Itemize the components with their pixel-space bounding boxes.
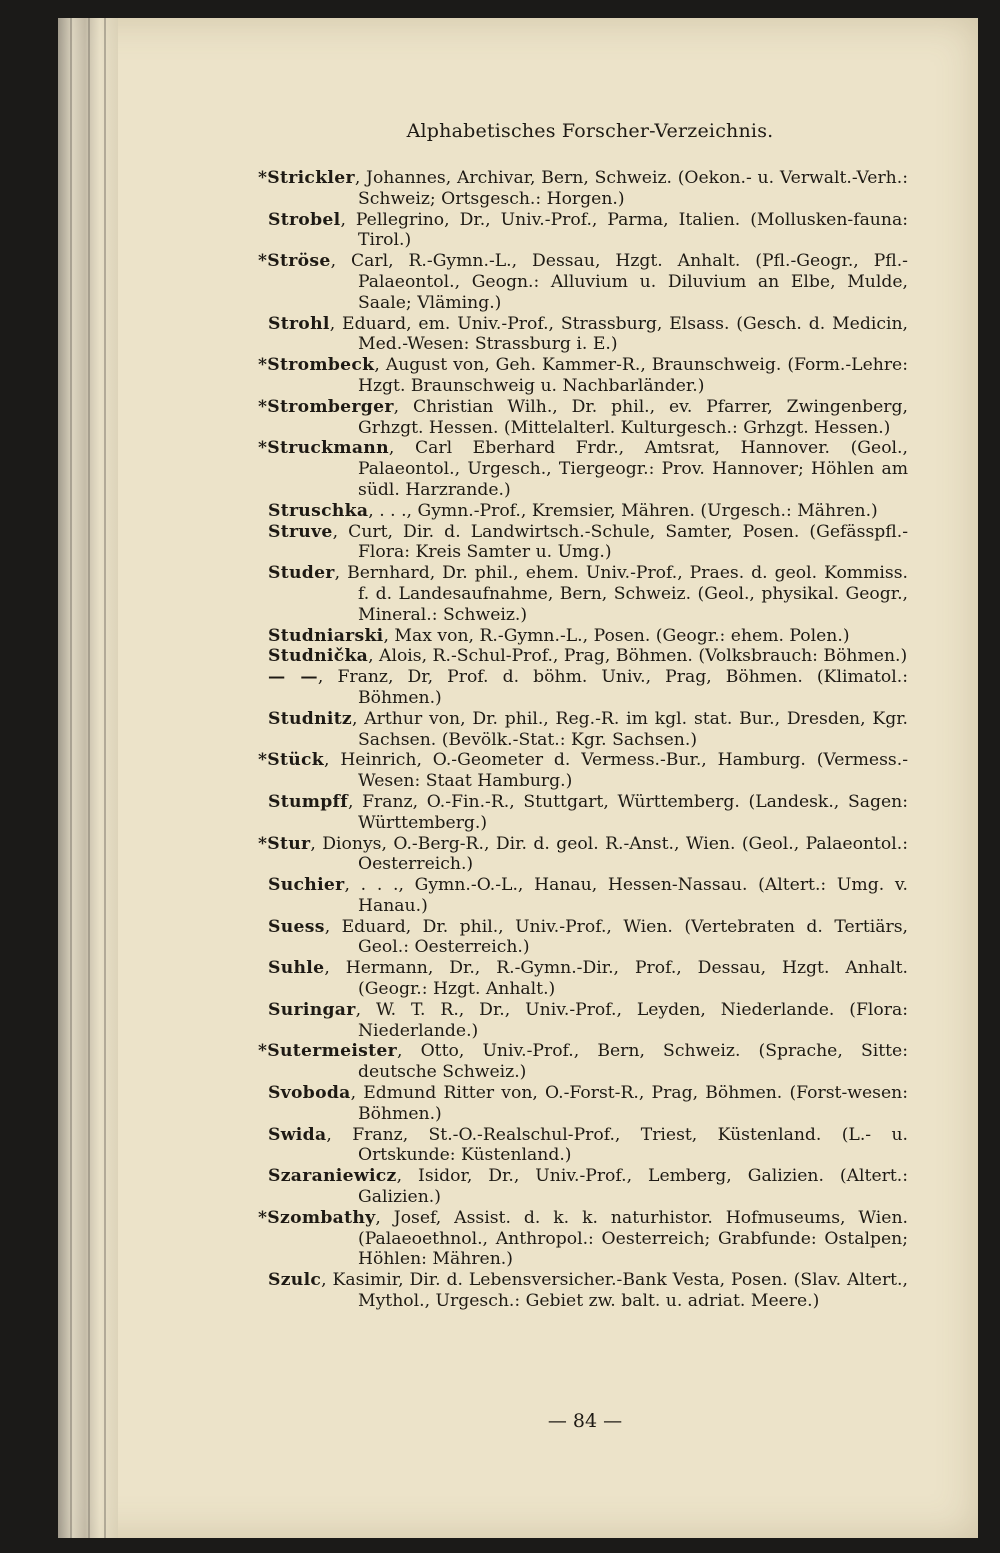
- entry-details: , . . ., Gymn.-Prof., Kremsier, Mähren. (Urgesch.: Mähren.): [368, 500, 878, 521]
- entry-star-marker: *: [258, 355, 268, 376]
- binding-line: [70, 18, 72, 1538]
- entry-surname: Studer: [268, 563, 335, 584]
- entry-surname: Szaraniewicz: [268, 1166, 397, 1187]
- entry-details: , Arthur von, Dr. phil., Reg.-R. im kgl. stat. Bur., Dresden, Kgr. Sachsen. (Bevölk.-Stat.: Kgr. Sachsen.): [352, 708, 908, 750]
- entry-surname: Svoboda: [268, 1083, 351, 1104]
- entry-star-marker: *: [258, 750, 268, 771]
- entry-details: , Otto, Univ.-Prof., Bern, Schweiz. (Sprache, Sitte: deutsche Schweiz.): [358, 1041, 908, 1083]
- entry-surname: Swida: [268, 1124, 327, 1145]
- entry-details: , Johannes, Archivar, Bern, Schweiz. (Oekon.- u. Verwalt.-Verh.: Schweiz; Ortsgesch.: Horgen.): [354, 168, 908, 209]
- directory-entry: [258, 168, 908, 210]
- directory-entry: [268, 667, 908, 709]
- entry-surname: Suringar: [268, 999, 356, 1020]
- directory-entry: [268, 626, 908, 647]
- directory-entry: [268, 210, 908, 252]
- entry-details: , Josef, Assist. d. k. k. naturhistor. Hofmuseums, Wien. (Palaeoethnol., Anthropol.: Oesterreich; Grabfunde: Ostalpen; Höhlen: Mähren.): [358, 1207, 908, 1270]
- entry-details: , Carl, R.-Gymn.-L., Dessau, Hzgt. Anhalt. (Pfl.-Geogr., Pfl.-Palaeontol., Geogn.: Alluvium u. Diluvium an Elbe, Mulde, Saale; Vläming.): [330, 251, 908, 313]
- entry-star-marker: *: [258, 396, 268, 417]
- entry-details: , Eduard, Dr. phil., Univ.-Prof., Wien. (Vertebraten d. Tertiärs, Geol.: Oesterreich.): [324, 916, 908, 958]
- entry-details: , Curt, Dir. d. Landwirtsch.-Schule, Samter, Posen. (Gefässpfl.-Flora: Kreis Samter u. Umg.): [332, 521, 908, 563]
- binding-line: [88, 18, 90, 1538]
- entry-star-marker: *: [258, 251, 268, 272]
- entry-surname: Struschka: [268, 500, 369, 521]
- entry-surname: Strickler: [267, 168, 355, 188]
- entry-star-marker: *: [258, 833, 268, 854]
- entry-surname: Studnička: [268, 646, 369, 667]
- page-header: Alphabetisches Forscher-Verzeichnis.: [406, 120, 774, 142]
- entry-surname: Suess: [268, 916, 325, 937]
- directory-entry: [268, 1000, 908, 1042]
- directory-entry: [268, 1166, 908, 1208]
- page-number: — 84 —: [547, 1410, 623, 1432]
- directory-entry: [258, 1207, 908, 1270]
- entry-surname: Studnitz: [268, 708, 352, 729]
- entry-surname: Studniarski: [268, 625, 384, 646]
- entry-details: , Isidor, Dr., Univ.-Prof., Lemberg, Galizien. (Altert.: Galizien.): [358, 1166, 908, 1208]
- directory-entry: [268, 646, 908, 667]
- entry-details: , Alois, R.-Schul-Prof., Prag, Böhmen. (Volksbrauch: Böhmen.): [368, 646, 908, 667]
- entry-star-marker: *: [258, 1207, 268, 1228]
- entry-surname: Struckmann: [267, 438, 389, 459]
- entry-surname: Stur: [267, 833, 311, 854]
- entry-surname: Sutermeister: [267, 1041, 397, 1062]
- entry-star-marker: *: [258, 438, 268, 459]
- entry-details: , Franz, Dr, Prof. d. böhm. Univ., Prag, Böhmen. (Klimatol.: Böhmen.): [317, 667, 908, 708]
- entry-details: , Bernhard, Dr. phil., ehem. Univ.-Prof., Praes. d. geol. Kommiss. f. d. Landesaufnahme, Bern, Schweiz. (Geol., physikal. Geogr., Mineral.: Schweiz.): [334, 563, 908, 625]
- entry-surname: — —: [268, 667, 318, 688]
- binding-line: [104, 18, 106, 1538]
- directory-entry: [258, 251, 908, 313]
- entry-star-marker: *: [258, 168, 268, 188]
- entry-surname: Szombathy: [267, 1207, 376, 1228]
- entry-surname: Szulc: [268, 1270, 322, 1291]
- entry-details: , Dionys, O.-Berg-R., Dir. d. geol. R.-Anst., Wien. (Geol., Palaeontol.: Oesterreich.): [310, 833, 908, 875]
- entry-details: , Hermann, Dr., R.-Gymn.-Dir., Prof., Dessau, Hzgt. Anhalt. (Geogr.: Hzgt. Anhalt.): [324, 958, 908, 1000]
- entry-surname: Stumpff: [268, 791, 348, 812]
- entry-details: , . . ., Gymn.-O.-L., Hanau, Hessen-Nassau. (Altert.: Umg. v. Hanau.): [344, 875, 908, 916]
- entry-list: [258, 168, 908, 1312]
- directory-entry: [268, 792, 908, 834]
- entry-details: , Edmund Ritter von, O.-Forst-R., Prag, Böhmen. (Forst-wesen: Böhmen.): [350, 1083, 908, 1124]
- entry-surname: Strombeck: [267, 355, 375, 376]
- directory-entry: [268, 958, 908, 1000]
- directory-entry: [268, 501, 908, 522]
- entry-details: , Christian Wilh., Dr. phil., ev. Pfarrer, Zwingenberg, Grhzgt. Hessen. (Mittelalterl. Kulturgesch.: Grhzgt. Hessen.): [358, 396, 908, 438]
- directory-entry: [268, 314, 908, 356]
- entry-surname: Stromberger: [267, 396, 394, 417]
- directory-entry: [268, 1270, 908, 1312]
- directory-entry: [258, 750, 908, 792]
- entry-star-marker: *: [258, 1041, 268, 1062]
- directory-entry: [268, 709, 908, 751]
- directory-entry: [258, 396, 908, 439]
- directory-entry: [268, 875, 908, 917]
- entry-surname: Ströse: [267, 251, 331, 272]
- directory-entry: [268, 1125, 908, 1167]
- entry-surname: Suchier: [268, 875, 345, 896]
- entry-surname: Struve: [268, 521, 333, 542]
- entry-details: , Franz, St.-O.-Realschul-Prof., Triest, Küstenland. (L.- u. Ortskunde: Küstenland.): [326, 1124, 908, 1166]
- directory-entry: [258, 355, 908, 397]
- entry-details: , Heinrich, O.-Geometer d. Vermess.-Bur., Hamburg. (Vermess.-Wesen: Staat Hamburg.): [324, 750, 908, 792]
- entry-details: , Kasimir, Dir. d. Lebensversicher.-Bank Vesta, Posen. (Slav. Altert., Mythol., Urgesch.: Gebiet zw. balt. u. adriat. Meere.): [321, 1270, 908, 1312]
- entry-surname: Suhle: [268, 958, 325, 979]
- entry-details: , Franz, O.-Fin.-R., Stuttgart, Württemberg. (Landesk., Sagen: Württemberg.): [347, 791, 908, 833]
- directory-entry: [258, 1041, 908, 1083]
- entry-surname: Strohl: [268, 313, 330, 334]
- entry-details: , Eduard, em. Univ.-Prof., Strassburg, Elsass. (Gesch. d. Medicin, Med.-Wesen: Strassburg i. E.): [329, 313, 908, 355]
- entry-details: , Max von, R.-Gymn.-L., Posen. (Geogr.: ehem. Polen.): [383, 625, 850, 646]
- entry-details: , Pellegrino, Dr., Univ.-Prof., Parma, Italien. (Mollusken-fauna: Tirol.): [340, 209, 908, 251]
- entry-surname: Strobel: [268, 209, 341, 230]
- directory-entry: [268, 563, 908, 625]
- directory-entry: [268, 1083, 908, 1125]
- entry-details: , August von, Geh. Kammer-R., Braunschweig. (Form.-Lehre: Hzgt. Braunschweig u. Nachbarländer.): [358, 355, 908, 396]
- directory-entry: [268, 522, 908, 564]
- directory-entry: [258, 438, 908, 500]
- directory-entry: [268, 917, 908, 959]
- entry-details: , W. T. R., Dr., Univ.-Prof., Leyden, Niederlande. (Flora: Niederlande.): [355, 999, 908, 1041]
- entry-surname: Stück: [267, 750, 325, 771]
- directory-entry: [258, 833, 908, 876]
- entry-details: , Carl Eberhard Frdr., Amtsrat, Hannover. (Geol., Palaeontol., Urgesch., Tiergeogr.: Prov. Hannover; Höhlen am südl. Harzrande.): [358, 438, 908, 500]
